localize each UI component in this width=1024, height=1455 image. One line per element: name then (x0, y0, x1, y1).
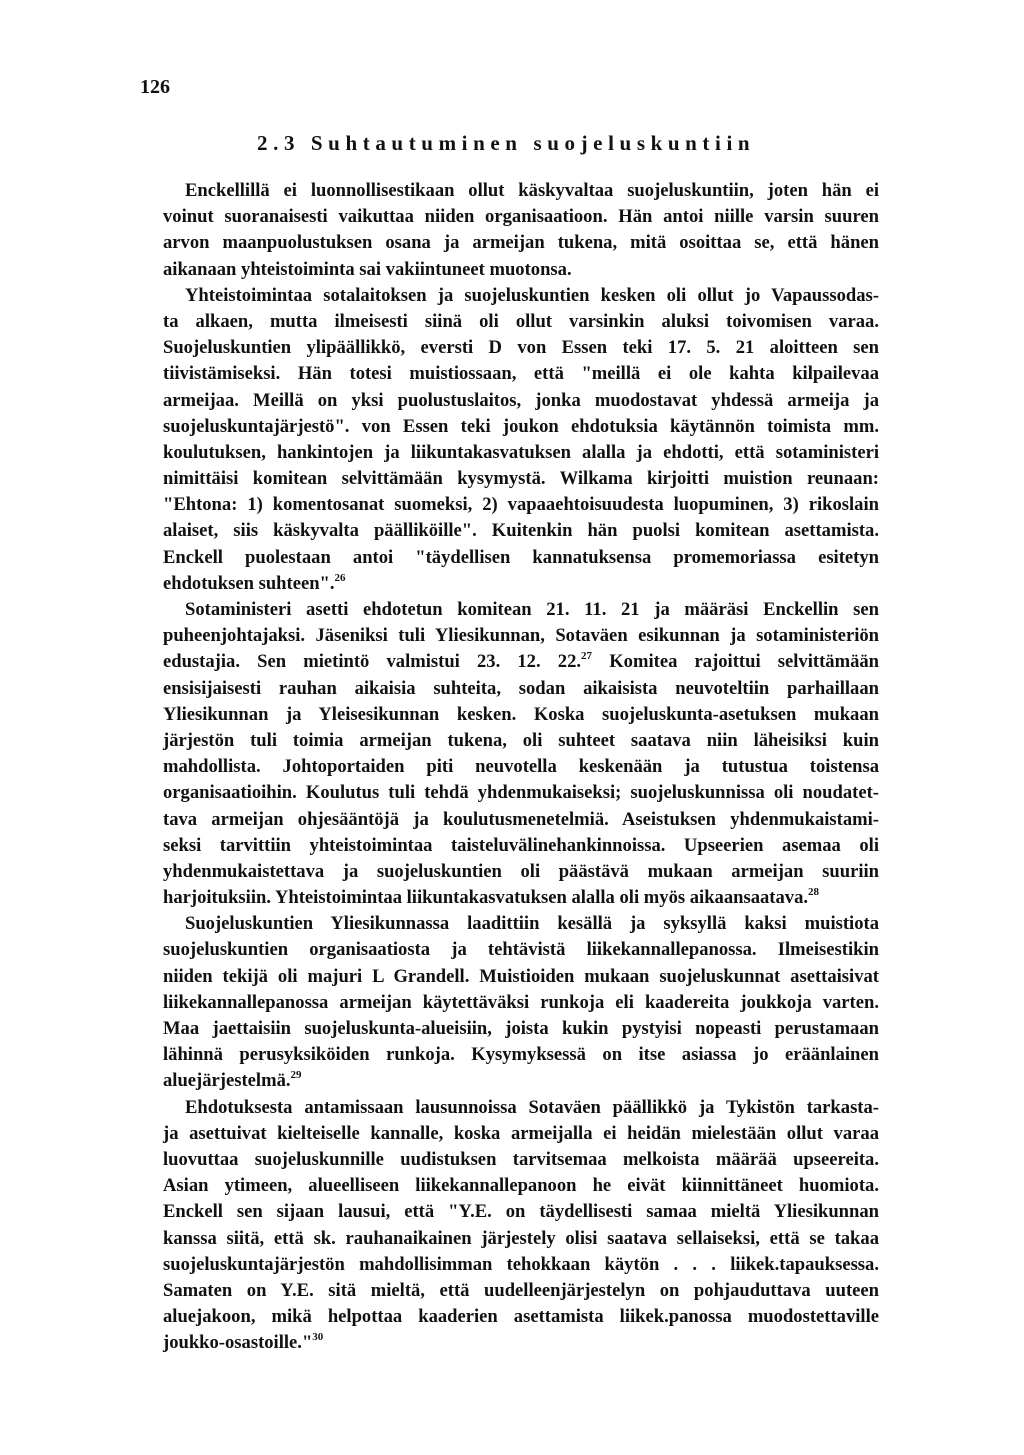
text-line-content: luovuttaa suojeluskunnille uudistuksen tarvitsemaa melkoista määrää upseereita. (163, 1148, 879, 1170)
text-line (163, 309, 879, 335)
text-line (163, 885, 879, 911)
text-line (163, 361, 879, 387)
text-line-content: Samaten on Y.E. sitä mieltä, että uudelleenjärjestelyn on pohjauduttava uuteen (163, 1279, 879, 1301)
text-line-content: kanssa siitä, että sk. rauhanaikainen järjestely olisi saatava sellaiseksi, että se takaa (163, 1227, 879, 1249)
text-line-content: armeijaa. Meillä on yksi puolustuslaitos, jonka muodostavat yhdessä armeija ja (163, 389, 879, 411)
text-line-content: suojeluskuntajärjestö". von Essen teki joukon ehdotuksia käytännön toimista mm. (163, 415, 879, 437)
text-line-content: edustajia. Sen mietintö valmistui 23. 12. 22. (163, 651, 582, 673)
text-line (163, 1068, 879, 1094)
text-line-content: tava armeijan ohjesääntöjä ja koulutusmenetelmiä. Aseistuksen yhdenmukaistami- (163, 808, 879, 830)
text-line (163, 388, 879, 414)
text-line (163, 1304, 879, 1330)
text-line (163, 780, 879, 806)
text-line-content: liikekannallepanossa armeijan käytettäväksi runkoja eli kaadereita joukkoja varten. (163, 991, 879, 1013)
page-number: 126 (140, 76, 170, 98)
text-line-content: Sotaministeri asetti ehdotetun komitean 21. 11. 21 ja määräsi Enckellin sen (185, 599, 879, 620)
text-line (163, 571, 879, 597)
footnote-marker: 30 (312, 1331, 324, 1344)
text-line (163, 676, 879, 702)
text-line (163, 178, 879, 204)
text-line (163, 1330, 879, 1356)
text-line (163, 1016, 879, 1042)
text-line-content: ehdotuksen suhteen". (163, 572, 335, 594)
text-line-content: koulutuksen, hankintojen ja liikuntakasvatuksen alalla ja ehdotti, että sotaministeri (163, 441, 879, 463)
text-line (163, 597, 879, 623)
text-line-content: nimittäisi komitean selvittämään kysymystä. Wilkama kirjoitti muistion reunaan: (163, 468, 879, 490)
text-line-content: Enckell puolestaan antoi "täydellisen kannatuksensa promemoriassa esitetyn (163, 546, 879, 568)
text-line-content: Suojeluskuntien Yliesikunnassa laadittiin kesällä ja syksyllä kaksi muistiota (185, 913, 879, 935)
text-line-content: järjestön tuli toimia armeijan tukena, oli suhteet saatava niin läheisiksi kuin (163, 729, 879, 751)
text-line (163, 230, 879, 256)
text-line (163, 257, 879, 283)
text-line-content: ja asettuivat kielteiselle kannalle, koska armeijalla ei heidän mielestään ollut varaa (163, 1122, 879, 1144)
text-line (163, 545, 879, 571)
body-text (163, 178, 879, 1356)
text-line-content: Enckellillä ei luonnollisestikaan ollut käskyvaltaa suojeluskuntiin, joten hän ei (185, 180, 879, 201)
text-line-content: aikanaan yhteistoiminta sai vakiintuneet muotonsa. (163, 258, 572, 280)
text-line-content: yhdenmukaistettava ja suojeluskuntien oli päästävä mukaan armeijan suuriin (163, 860, 879, 882)
text-line (163, 807, 879, 833)
text-line-continuation: Komitea rajoittui selvittämään (592, 651, 880, 673)
text-line (163, 1121, 879, 1147)
text-line (163, 754, 879, 780)
text-line (163, 1199, 879, 1225)
text-line (163, 283, 879, 309)
text-line-content: ensisijaisesti rauhan aikaisia suhteita, sodan aikaisista neuvoteltiin parhaillaan (163, 677, 879, 699)
text-line (163, 1278, 879, 1304)
text-line (163, 649, 879, 675)
text-line (163, 204, 879, 230)
text-line-content: organisaatioihin. Koulutus tuli tehdä yhdenmukaiseksi; suojeluskunnissa oli noudatet- (163, 782, 879, 804)
text-line (163, 414, 879, 440)
text-line (163, 859, 879, 885)
text-line-content: suojeluskuntajärjestön mahdollisimman tehokkaan käytön . . . liikek.tapauksessa. (163, 1253, 879, 1275)
text-line (163, 335, 879, 361)
text-line (163, 728, 879, 754)
text-line (163, 833, 879, 859)
text-line (163, 937, 879, 963)
text-line (163, 1147, 879, 1173)
text-line-content: niiden tekijä oli majuri L Grandell. Muistioiden mukaan suojeluskunnat asettaisivat (163, 965, 879, 987)
text-line-content: arvon maanpuolustuksen osana ja armeijan tukena, mitä osoittaa se, että hänen (163, 232, 879, 254)
footnote-marker: 29 (290, 1069, 302, 1082)
text-line (163, 964, 879, 990)
footnote-marker: 27 (581, 650, 593, 663)
text-line-content: tiivistämiseksi. Hän totesi muistiossaan, että "meillä ei ole kahta kilpailevaa (163, 363, 879, 385)
text-line (163, 518, 879, 544)
text-line-content: joukko-osastoille." (163, 1332, 313, 1354)
section-heading: 2.3 Suhtautuminen suojeluskuntiin (257, 131, 756, 155)
footnote-marker: 26 (334, 571, 346, 584)
text-line-content: puheenjohtajaksi. Jäseniksi tuli Yliesikunnan, Sotaväen esikunnan ja sotaministeriön (163, 625, 879, 647)
text-line-content: seksi tarvittiin yhteistoimintaa taisteluvälinehankinnoissa. Upseerien asemaa oli (163, 834, 879, 856)
text-line-content: ta alkaen, mutta ilmeisesti siinä oli ollut varsinkin aluksi toivomisen varaa. (163, 310, 879, 332)
text-line (163, 492, 879, 518)
text-line-content: Maa jaettaisiin suojeluskunta-alueisiin, joista kukin pystyisi nopeasti perustamaan (163, 1018, 879, 1039)
text-line (163, 1173, 879, 1199)
text-line (163, 466, 879, 492)
text-line (163, 440, 879, 466)
text-line (163, 1095, 879, 1121)
text-line (163, 1042, 879, 1068)
text-line-content: mahdollista. Johtoportaiden piti neuvotella keskenään ja tutustua toistensa (163, 756, 879, 778)
text-line-content: aluejärjestelmä. (163, 1070, 291, 1092)
text-line-content: "Ehtona: 1) komentosanat suomeksi, 2) vapaaehtoisuudesta luopuminen, 3) rikoslain (163, 494, 879, 516)
text-line-content: voinut suoranaisesti vaikuttaa niiden organisaatioon. Hän antoi niille varsin suuren (163, 206, 879, 228)
text-line-content: Enckell sen sijaan lausui, että "Y.E. on täydellisesti samaa mieltä Yliesikunnan (163, 1201, 879, 1223)
text-line (163, 623, 879, 649)
text-line-content: Asian ytimeen, alueelliseen liikekannallepanoon he eivät kiinnittäneet huomiota. (163, 1175, 879, 1197)
text-line-content: Ehdotuksesta antamissaan lausunnoissa Sotaväen päällikkö ja Tykistön tarkasta- (185, 1096, 879, 1118)
text-line (163, 1226, 879, 1252)
text-line-content: aluejakoon, mikä helpottaa kaaderien asettamista liikek.panossa muodostettaville (163, 1306, 879, 1328)
text-line (163, 1252, 879, 1278)
text-line-content: suojeluskuntien organisaatiosta ja tehtävistä liikekannallepanossa. Ilmeisestikin (163, 939, 879, 961)
text-line-content: alaiset, siis käskyvalta päälliköille". Kuitenkin hän puolsi komitean asettamista. (163, 520, 879, 542)
footnote-marker: 28 (808, 886, 820, 899)
text-line (163, 911, 879, 937)
text-line (163, 702, 879, 728)
text-line-content: harjoituksiin. Yhteistoimintaa liikuntakasvatuksen alalla oli myös aikaansaatava. (163, 887, 809, 909)
text-line-content: Yliesikunnan ja Yleisesikunnan kesken. Koska suojeluskunta-asetuksen mukaan (163, 703, 879, 725)
text-line-content: Yhteistoimintaa sotalaitoksen ja suojeluskuntien kesken oli ollut jo Vapaussodas- (185, 284, 879, 306)
text-line-content: lähinnä perusyksiköiden runkoja. Kysymyksessä on itse asiassa jo eräänlainen (163, 1044, 879, 1066)
text-line-content: Suojeluskuntien ylipäällikkö, eversti D von Essen teki 17. 5. 21 aloitteen sen (163, 337, 879, 359)
text-line (163, 990, 879, 1016)
